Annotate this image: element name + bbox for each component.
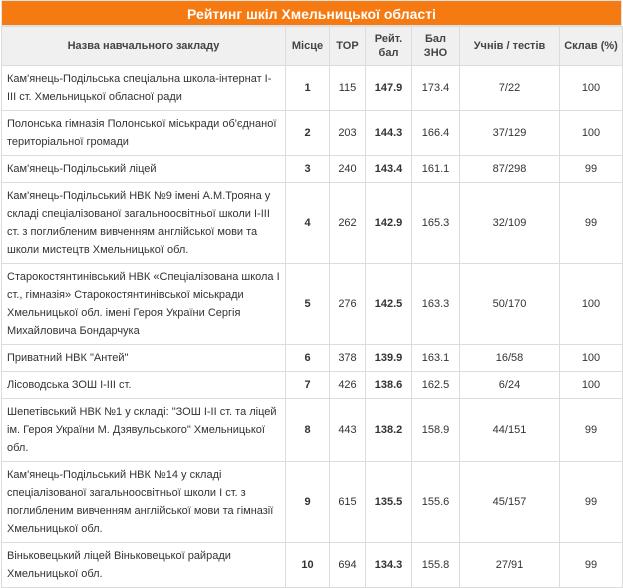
header-passed: Склав (%) — [560, 27, 623, 66]
school-zno: 161.1 — [412, 156, 460, 183]
school-passed: 99 — [560, 183, 623, 264]
school-passed: 100 — [560, 372, 623, 399]
ranking-table — [1, 26, 623, 588]
table-row — [2, 183, 623, 264]
school-rating: 135.5 — [366, 462, 412, 543]
school-students: 45/157 — [460, 462, 560, 543]
school-place: 8 — [286, 399, 330, 462]
school-place: 4 — [286, 183, 330, 264]
table-row — [2, 462, 623, 543]
school-students: 32/109 — [460, 183, 560, 264]
table-row — [2, 66, 623, 111]
school-place: 6 — [286, 345, 330, 372]
school-zno: 155.8 — [412, 543, 460, 588]
school-passed: 100 — [560, 111, 623, 156]
school-zno: 163.1 — [412, 345, 460, 372]
school-name: Лісоводська ЗОШ І-ІІІ ст. — [2, 372, 286, 399]
school-name: Кам'янець-Подільський НВК №14 у складі спеціалізованої загальноосвітньої школи І ст. з поглибленим вивченням англійської мови та гімназії Хмельницької обл. — [2, 462, 286, 543]
school-top: 615 — [330, 462, 366, 543]
school-students: 44/151 — [460, 399, 560, 462]
school-passed: 100 — [560, 66, 623, 111]
school-name: Віньковецький ліцей Віньковецької райради Хмельницької обл. — [2, 543, 286, 588]
school-place: 2 — [286, 111, 330, 156]
header-top: TOP — [330, 27, 366, 66]
school-students: 6/24 — [460, 372, 560, 399]
school-place: 3 — [286, 156, 330, 183]
school-zno: 166.4 — [412, 111, 460, 156]
school-rating: 139.9 — [366, 345, 412, 372]
school-passed: 99 — [560, 543, 623, 588]
school-top: 276 — [330, 264, 366, 345]
table-row — [2, 345, 623, 372]
school-rating: 142.5 — [366, 264, 412, 345]
school-students: 37/129 — [460, 111, 560, 156]
school-rating: 144.3 — [366, 111, 412, 156]
school-place: 9 — [286, 462, 330, 543]
school-rating: 143.4 — [366, 156, 412, 183]
table-row — [2, 543, 623, 588]
school-place: 1 — [286, 66, 330, 111]
school-name: Кам'янець-Подільський НВК №9 імені А.М.Трояна у складі спеціалізованої загальноосвітньої школи І-ІІІ ст. з поглибленим вивченням англійської мови та школи мистецтв Хмельницької обл. — [2, 183, 286, 264]
school-place: 7 — [286, 372, 330, 399]
school-zno: 155.6 — [412, 462, 460, 543]
school-zno: 173.4 — [412, 66, 460, 111]
school-top: 694 — [330, 543, 366, 588]
school-students: 7/22 — [460, 66, 560, 111]
school-top: 443 — [330, 399, 366, 462]
header-place: Місце — [286, 27, 330, 66]
school-top: 203 — [330, 111, 366, 156]
table-row — [2, 372, 623, 399]
school-name: Полонська гімназія Полонської міськради об'єднаної територіальної громади — [2, 111, 286, 156]
header-rating: Рейт. бал — [366, 27, 412, 66]
school-passed: 99 — [560, 156, 623, 183]
school-rating: 134.3 — [366, 543, 412, 588]
school-students: 50/170 — [460, 264, 560, 345]
school-name: Кам'янець-Подільський ліцей — [2, 156, 286, 183]
school-name: Шепетівський НВК №1 у складі: "ЗОШ І-ІІ ст. та ліцей ім. Героя України М. Дзявульського" Хмельницької обл. — [2, 399, 286, 462]
school-top: 262 — [330, 183, 366, 264]
school-passed: 100 — [560, 264, 623, 345]
school-top: 426 — [330, 372, 366, 399]
school-zno: 158.9 — [412, 399, 460, 462]
ranking-widget — [1, 0, 622, 588]
table-row — [2, 156, 623, 183]
school-students: 87/298 — [460, 156, 560, 183]
header-students: Учнів / тестів — [460, 27, 560, 66]
school-top: 240 — [330, 156, 366, 183]
table-title: Рейтинг шкіл Хмельницької області — [1, 0, 622, 26]
header-name: Назва навчального закладу — [2, 27, 286, 66]
school-name: Приватний НВК "Антей" — [2, 345, 286, 372]
school-name: Кам'янець-Подільська спеціальна школа-інтернат І-ІІІ ст. Хмельницької обласної ради — [2, 66, 286, 111]
school-rating: 138.2 — [366, 399, 412, 462]
school-place: 5 — [286, 264, 330, 345]
school-students: 16/58 — [460, 345, 560, 372]
school-place: 10 — [286, 543, 330, 588]
header-row — [2, 27, 623, 66]
school-rating: 142.9 — [366, 183, 412, 264]
school-passed: 99 — [560, 462, 623, 543]
school-name: Старокостянтинівський НВК «Спеціалізована школа І ст., гімназія» Старокостянтинівської міськради Хмельницької обл. імені Героя України Сергія Михайловича Бондарчука — [2, 264, 286, 345]
table-row — [2, 264, 623, 345]
school-rating: 138.6 — [366, 372, 412, 399]
school-zno: 165.3 — [412, 183, 460, 264]
school-students: 27/91 — [460, 543, 560, 588]
table-row — [2, 399, 623, 462]
header-zno: Бал ЗНО — [412, 27, 460, 66]
school-top: 378 — [330, 345, 366, 372]
school-top: 115 — [330, 66, 366, 111]
school-rating: 147.9 — [366, 66, 412, 111]
school-passed: 99 — [560, 399, 623, 462]
school-passed: 100 — [560, 345, 623, 372]
school-zno: 163.3 — [412, 264, 460, 345]
school-zno: 162.5 — [412, 372, 460, 399]
table-row — [2, 111, 623, 156]
